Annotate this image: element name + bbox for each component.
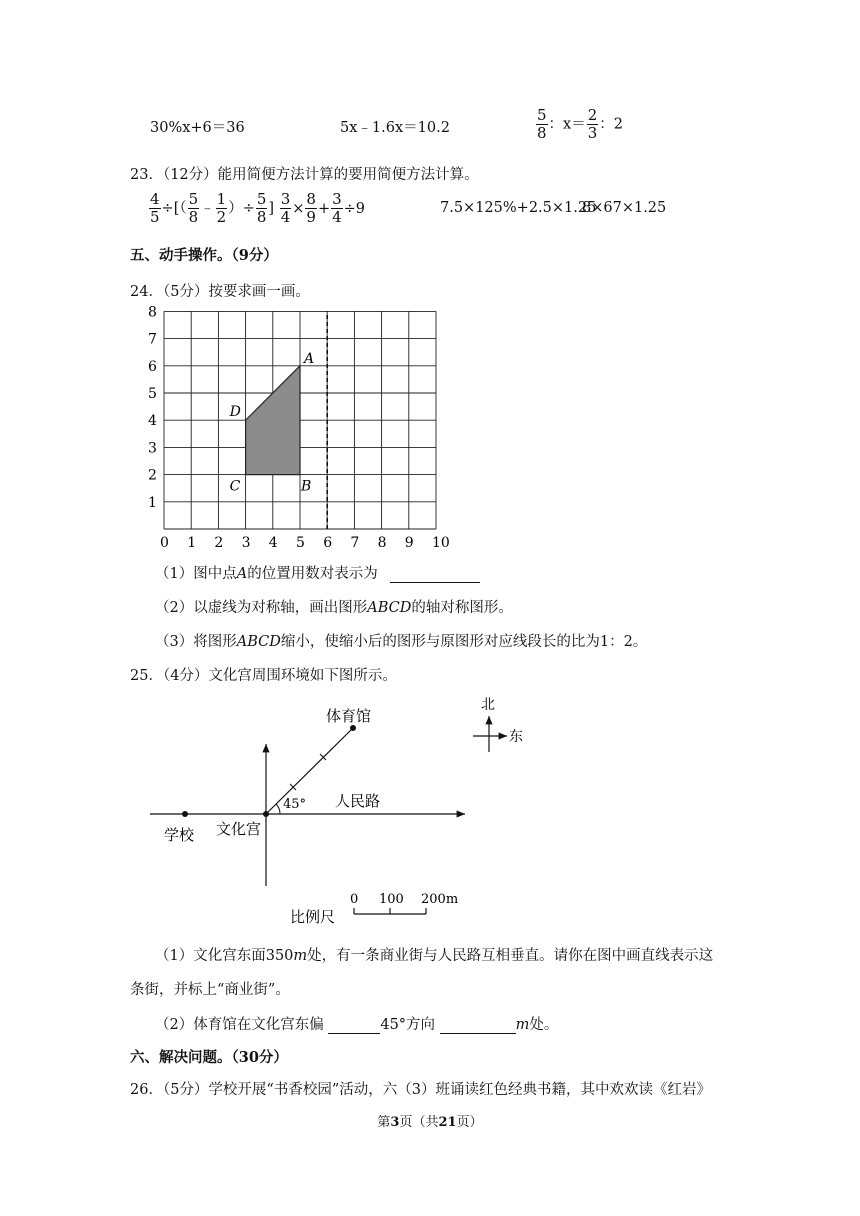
compass-north-label: 北 <box>481 697 495 713</box>
answer-blank[interactable] <box>390 566 480 583</box>
x-tick-label: 4 <box>268 535 278 551</box>
q23-expr-3: 7.5×125%+2.5×1.25 <box>440 200 597 216</box>
scale-200: 200m <box>421 892 459 907</box>
answer-blank[interactable] <box>440 1017 516 1034</box>
gym-label: 体育馆 <box>326 707 372 725</box>
q23-expr-4: 8×67×1.25 <box>582 200 667 216</box>
y-tick-label: 5 <box>148 386 157 402</box>
point-label-a: A <box>304 350 315 367</box>
fraction: $\frac{2}{3}$ <box>587 106 598 142</box>
x-tick-label: 6 <box>323 535 333 551</box>
q24-sub3: （3）将图形ABCD缩小，使缩小后的图形与原图形对应线段长的比为1：2。 <box>155 634 648 650</box>
angle-label: 45° <box>283 797 307 812</box>
y-tick-label: 6 <box>148 358 157 375</box>
x-tick-label: 0 <box>160 535 169 551</box>
y-tick-label: 8 <box>148 304 157 321</box>
q24-sub1: （1）图中点A的位置用数对表示为 <box>155 562 480 583</box>
x-tick-label: 10 <box>432 535 450 551</box>
road-label: 人民路 <box>335 792 381 810</box>
x-tick-label: 7 <box>350 535 360 551</box>
school-point <box>182 811 188 817</box>
x-tick-label: 9 <box>404 535 414 551</box>
palace-point <box>263 811 269 817</box>
q25-title: 25．（4分）文化宫周围环境如下图所示。 <box>130 668 397 684</box>
section-6-heading: 六、解决问题。（30分） <box>130 1049 288 1066</box>
y-tick-label: 1 <box>148 494 157 511</box>
equation-2: 5x﹣1.6x＝10.2 <box>340 120 450 136</box>
scale-100: 100 <box>379 892 404 907</box>
q23-expr-2: $\frac{3}{4}$ × $\frac{8}{9}$ + $\frac{3}{4}$ ÷9 <box>280 190 366 226</box>
y-tick-labels <box>148 304 157 510</box>
compass-east-label: 东 <box>509 729 523 745</box>
y-tick-label: 2 <box>148 467 157 484</box>
palace-label: 文化宫 <box>216 820 262 838</box>
answer-blank[interactable] <box>328 1017 380 1034</box>
point-label-b: B <box>301 478 312 495</box>
equation-3: $\frac{5}{8}$ ：x＝ $\frac{2}{3}$ ：2 <box>537 106 624 142</box>
y-tick-label: 4 <box>148 413 157 430</box>
gym-point <box>350 725 356 731</box>
x-tick-label: 8 <box>377 535 387 551</box>
y-tick-label: 7 <box>148 331 157 348</box>
x-tick-labels <box>160 535 450 551</box>
q23-title: 23．（12分）能用简便方法计算的要用简便方法计算。 <box>130 167 479 183</box>
point-label-d: D <box>229 404 241 421</box>
coordinate-grid <box>140 300 460 555</box>
point-label-c: C <box>229 478 241 495</box>
angle-arc <box>276 804 280 814</box>
fraction: $\frac{5}{8}$ <box>537 106 547 142</box>
q23-expr-1: $\frac{4}{5}$ ÷[（ $\frac{5}{8}$ ﹣ $\frac{1}{2}$ ）÷ $\frac{5}{8}$ ] $\frac{3}{4}$ × $\frac{8}{9}$ + $\frac{3}{4}$ ÷9 <box>150 190 366 226</box>
q24-sub2: （2）以虚线为对称轴，画出图形ABCD的轴对称图形。 <box>155 600 513 616</box>
q24-title: 24．（5分）按要求画一画。 <box>130 284 310 300</box>
y-tick-label: 3 <box>148 440 157 457</box>
x-tick-label: 2 <box>214 535 224 551</box>
q26-text: 26．（5分）学校开展“书香校园”活动，六（3）班诵读红色经典书籍，其中欢欢读《红岩》 <box>130 1082 711 1098</box>
map-diagram <box>140 690 540 930</box>
school-label: 学校 <box>164 826 195 844</box>
q25-sub1-line2: 条街，并标上“商业街”。 <box>130 982 290 998</box>
scale-0: 0 <box>350 892 359 907</box>
x-tick-label: 3 <box>241 535 251 551</box>
x-tick-label: 1 <box>187 535 197 551</box>
scale-label: 比例尺 <box>290 908 336 926</box>
q25-sub2: （2）体育馆在文化宫东偏 45°方向 m处。 <box>155 1017 559 1033</box>
page-footer: 第3页（共21页） <box>377 1115 483 1130</box>
section-5-heading: 五、动手操作。（9分） <box>130 247 278 264</box>
equation-1: 30%x+6＝36 <box>150 120 245 136</box>
q25-sub1-line1: （1）文化宫东面350m处，有一条商业街与人民路互相垂直。请你在图中画直线表示这 <box>155 948 714 964</box>
x-tick-label: 5 <box>296 535 305 551</box>
